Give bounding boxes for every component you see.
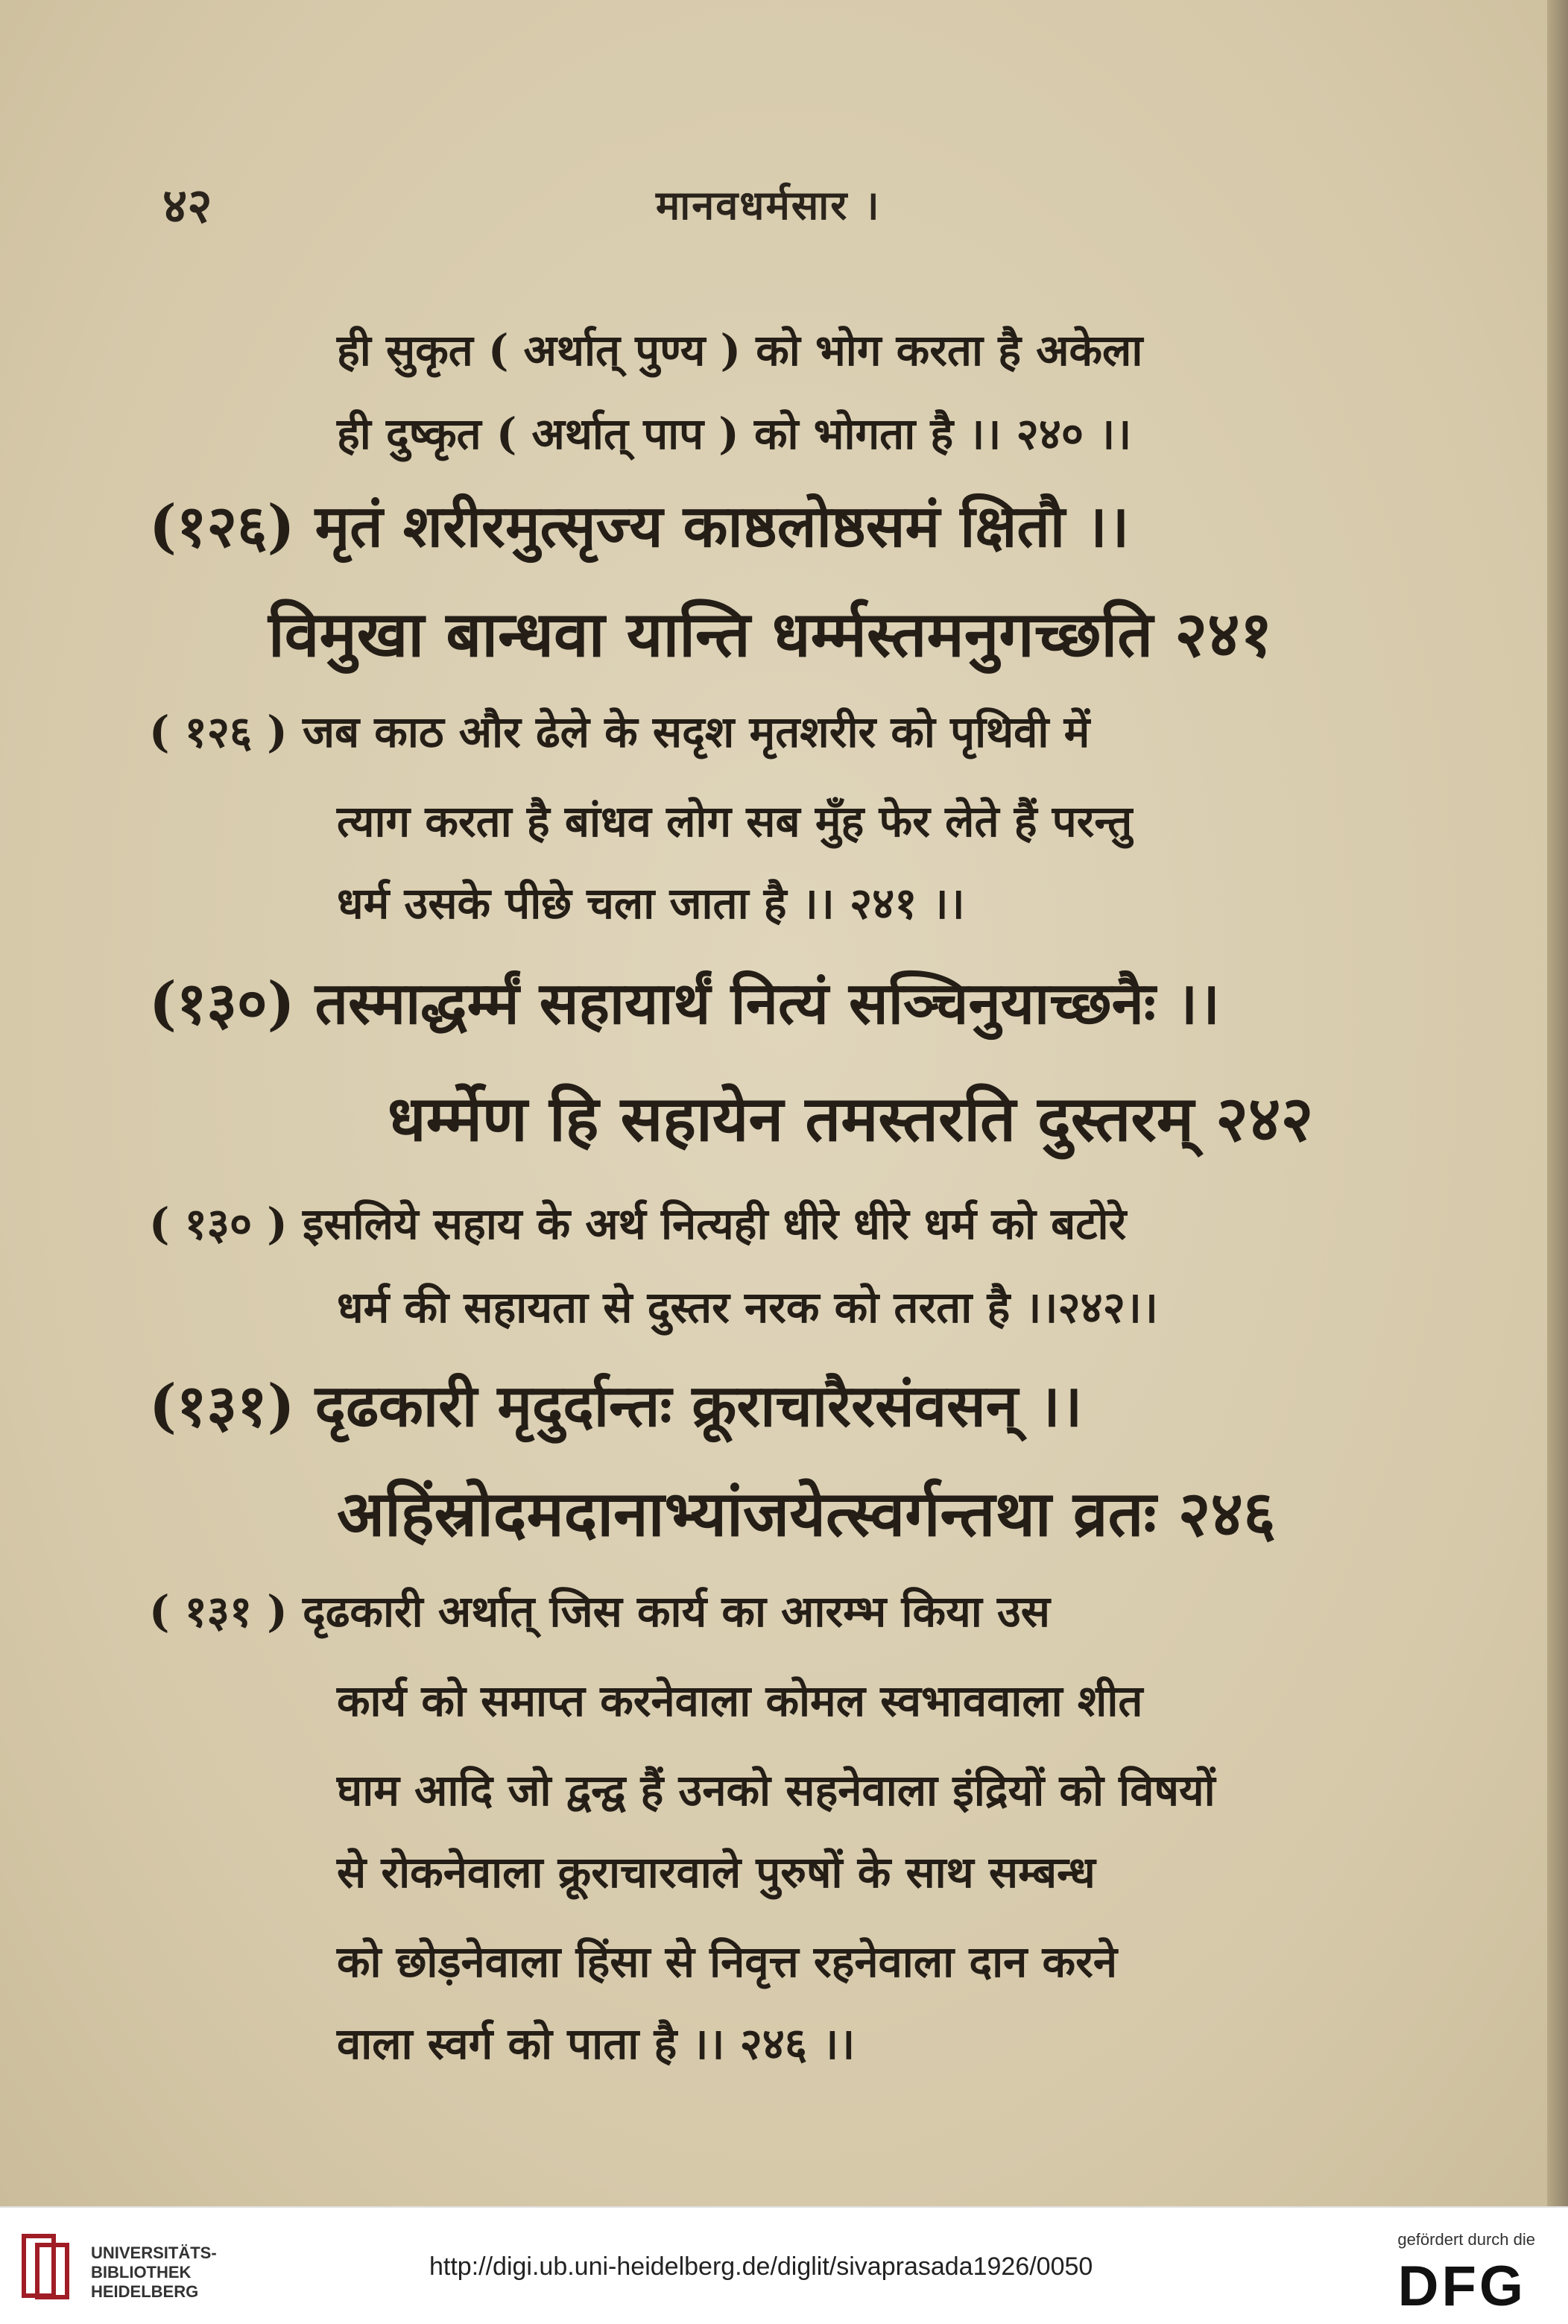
text-line: ( १२६ ) जब काठ और ढेले के सदृश मृतशरीर को पृथिवी में [149,707,1090,757]
library-name: UNIVERSITÄTS- BIBLIOTHEK HEIDELBERG [91,2244,217,2301]
dfg-logo: DFG [1397,2255,1526,2318]
text-line: ही दुष्कृत ( अर्थात् पाप ) को भोगता है ।। २४० ।। [337,408,1132,459]
verse-line: धर्म्मेण हि सहायेन तमस्तरति दुस्तरम् २४२ [388,1082,1314,1155]
text-line: वाला स्वर्ग को पाता है ।। २४६ ।। [337,2018,856,2069]
verse-line: (१३०) तस्माद्धर्म्मं सहायार्थं नित्यं सञ्चिनुयाच्छनैः ।। [149,970,1220,1038]
verse-line: अहिंस्रोदमदानाभ्यांजयेत्स्वर्गन्तथा व्रतः २४६ [337,1477,1276,1550]
verse-line: विमुखा बान्धवा यान्ति धर्म्मस्तमनुगच्छति २४१ [268,597,1273,671]
text-line: त्याग करता है बांधव लोग सब मुँह फेर लेते हैं परन्तु [337,796,1133,847]
text-line: ( १३१ ) दृढकारी अर्थात् जिस कार्य का आरम्भ किया उस [149,1586,1050,1637]
verse-line: (१३१) दृढकारी मृदुर्दान्तः क्रूराचारैरसंवसन् ।। [149,1372,1083,1440]
text-line: धर्म उसके पीछे चला जाता है ।। २४१ ।। [337,878,965,929]
text-line: कार्य को समाप्त करनेवाला कोमल स्वभाववाला शीत [337,1676,1143,1726]
verse-line: (१२६) मृतं शरीरमुत्सृज्य काष्ठलोष्ठसमं क्षितौ ।। [149,493,1130,561]
running-title: मानवधर्मसार । [656,181,881,229]
text-line: धर्म की सहायता से दुस्तर नरक को तरता है ।।२४२।। [337,1282,1158,1333]
text-line: से रोकनेवाला क्रूराचारवाले पुरुषों के साथ सम्बन्ध [337,1847,1096,1898]
document-url-link[interactable]: http://digi.ub.uni-heidelberg.de/diglit/sivaprasada1926/0050 [429,2252,1093,2281]
page-edge [1547,0,1568,2206]
funded-by-label: gefördert durch die [1397,2230,1535,2249]
page-number: ४२ [162,178,212,234]
text-line: ही सुकृत ( अर्थात् पुण्य ) को भोग करता है अकेला [337,325,1143,376]
text-line: को छोड़नेवाला हिंसा से निवृत्त रहनेवाला दान करने [337,1936,1118,1987]
text-line: घाम आदि जो द्वन्द्व हैं उनको सहनेवाला इंद्रियों को विषयों [337,1765,1215,1816]
page-header [0,171,1568,239]
text-line: ( १३० ) इसलिये सहाय के अर्थ नित्यही धीरे धीरे धर्म को बटोरे [149,1199,1127,1249]
viewer-footer [0,2206,1568,2324]
library-logo-icon [21,2233,70,2300]
